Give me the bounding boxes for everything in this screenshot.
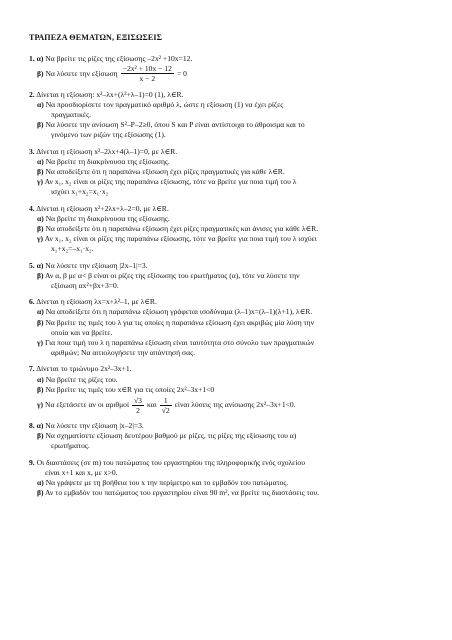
problem-4-part-c	[29, 234, 434, 244]
problem-7-part-a	[29, 375, 434, 385]
part-label: β)	[37, 68, 44, 78]
problem-number: 3.	[29, 146, 35, 156]
problem-number: 1.	[29, 54, 35, 64]
fraction-numerator: √3	[133, 395, 142, 405]
part-label: γ)	[37, 233, 44, 243]
problem-intro: Οι διαστάσεις (σε m) του πατώματος του εργαστηρίου της πληροφορικής ενός σχολείου	[36, 458, 305, 467]
part-label: α)	[36, 260, 44, 270]
fraction-denominator: √2	[161, 405, 170, 415]
part-label: α)	[37, 478, 44, 488]
part-text: Να βρείτε τη διακρίνουσα της εξίσωσης.	[45, 156, 170, 166]
problem-2-part-a	[29, 100, 434, 110]
problem-1-part-a	[29, 54, 434, 64]
problem-3-part-b	[29, 167, 434, 177]
part-label: α)	[37, 99, 44, 109]
problem-4-part-a	[29, 214, 434, 224]
part-text: Να βρείτε τις ρίζες της εξίσωσης –2x² +10x=12.	[45, 54, 193, 64]
part-text: Να βρείτε τις τιμές του λ για τις οποίες η παραπάνω εξίσωση έχει ακριβώς μία λύση την	[45, 317, 315, 327]
problem-9-part-a	[29, 478, 434, 488]
problem-2-part-b	[29, 120, 434, 130]
problem-number: 8.	[29, 421, 35, 431]
problem-4-part-c-cont: x₁+x₂=–x₁·x₂.	[51, 244, 94, 253]
problem-7	[29, 364, 434, 414]
problem-number: 7.	[29, 364, 35, 374]
problem-6-part-b-cont: οποία και να βρείτε.	[51, 327, 113, 337]
part-text: Αν το εμβαδόν του πατώματος του εργαστηρίου είναι 90 m², να βρείτε τις διαστάσεις του.	[45, 488, 320, 498]
part-label: β)	[37, 166, 44, 176]
part-label: β)	[37, 488, 44, 498]
part-text: Να λύσετε την εξίσωση |x–2|=3.	[45, 421, 144, 431]
problem-number: 2.	[29, 89, 35, 99]
fraction-denominator: 2	[136, 405, 140, 415]
problem-number: 9.	[29, 458, 35, 467]
problem-6-part-c	[29, 338, 434, 348]
part-text: Να εξετάσετε αν οι αριθμοί	[45, 400, 129, 410]
fraction-denominator: x − 2	[139, 74, 156, 84]
part-label: β)	[37, 431, 44, 441]
problem-7-part-c	[29, 396, 434, 415]
part-label: γ)	[37, 337, 44, 347]
problem-3-intro	[29, 147, 434, 157]
part-text: Να λύσετε την εξίσωση |2x–1|=3.	[45, 260, 148, 270]
part-label: γ)	[37, 400, 44, 410]
part-label: γ)	[37, 176, 44, 186]
problem-intro: Δίνεται το τριώνυμο 2x²–3x+1.	[36, 364, 132, 374]
problem-9-part-b	[29, 488, 434, 498]
part-label: α)	[37, 307, 44, 317]
problem-intro: Δίνεται η εξίσωση: x²–λx+(λ²+λ–1)=0 (1), λ∈R.	[36, 89, 184, 99]
problem-4-intro	[29, 204, 434, 214]
fraction-numerator: −2x² + 10x − 12	[122, 64, 172, 74]
part-text: Να αποδείξετε ότι η παραπάνω εξίσωση έχει ρίζες πραγματικές για κάθε λ∈R.	[45, 166, 285, 176]
problem-7-part-b	[29, 385, 434, 395]
part-text: Να αποδείξετε ότι η παραπάνω εξίσωση έχει ρίζες πραγματικές και άνισες για κάθε λ∈R.	[45, 223, 319, 233]
part-text: Αν α, β με α< β είναι οι ρίζες της εξίσωσης του ερωτήματος (α), τότε να λύσετε την	[45, 270, 300, 280]
problem-6-part-b	[29, 318, 434, 328]
problem-number: 5.	[29, 260, 35, 270]
part-text: Αν x₁, x₂ είναι οι ρίζες της παραπάνω εξίσωσης, τότε να βρείτε για ποια τιμή του λ ισχύει	[44, 233, 317, 243]
problem-8-part-b-cont: ερωτήματος.	[51, 441, 90, 451]
part-text: Να σχηματίσετε εξίσωση δευτέρου βαθμού με ρίζες, τις ρίζες της εξίσωσης του α)	[45, 431, 297, 441]
problem-5-part-b	[29, 271, 434, 281]
part-text: Να αποδείξετε ότι η παραπάνω εξίσωση γράφεται ισοδύναμα (λ–1)x=(λ–1)(λ+1), λ∈R.	[45, 307, 313, 317]
problem-8-part-a	[29, 421, 434, 431]
problem-3	[29, 147, 434, 197]
problem-2	[29, 90, 434, 140]
part-text: Αν x₁, x₂ είναι οι ρίζες της παραπάνω εξίσωσης, τότε να βρείτε για ποια τιμή του λ	[44, 176, 297, 186]
problem-9-intro-cont: είναι x+1 και x, με x>0.	[45, 468, 118, 478]
fraction-numerator: 1	[163, 395, 168, 405]
part-text-tail: είναι λύσεις της ανίσωσης 2x²–3x+1<0.	[174, 400, 296, 410]
problem-intro: Δίνεται η εξίσωση x²+2λx+λ–2=0, με λ∈R.	[36, 203, 169, 213]
page-title: ΤΡΑΠΕΖΑ ΘΕΜΑΤΩΝ, ΕΞΙΣΩΣΕΙΣ	[29, 33, 163, 42]
part-label: α)	[37, 156, 44, 166]
problem-4-part-b	[29, 224, 434, 234]
part-text: Να βρείτε τη διακρίνουσα της εξίσωσης.	[45, 213, 170, 223]
part-label: α)	[37, 374, 44, 384]
problem-1	[29, 54, 434, 83]
part-text: Να προσδιορίσετε τον πραγματικό αριθμό λ, ώστε η εξίσωση (1) να έχει ρίζες	[45, 99, 284, 109]
part-label: α)	[36, 421, 44, 431]
part-label: β)	[37, 119, 44, 129]
part-label: β)	[37, 384, 44, 394]
problem-5-part-a	[29, 261, 434, 271]
problem-intro: Δίνεται η εξίσωση x²–2λx+4(λ–1)=0, με λ∈R.	[36, 146, 178, 156]
problem-2-intro	[29, 90, 434, 100]
problem-1-part-b	[29, 64, 434, 83]
problem-3-part-c-cont: ισχύει x₁+x₂=x₁·x₂	[51, 187, 109, 197]
part-text: Να βρείτε τις τιμές του x∈R για τις οποίες 2x²–3x+1<0	[45, 384, 215, 394]
problem-6-part-c-cont: αριθμών; Να αιτιολογήσετε την απάντησή σας.	[51, 347, 196, 357]
part-text: Να λύσετε την εξίσωση	[45, 68, 118, 78]
problem-6-intro	[29, 297, 434, 307]
problem-number: 4.	[29, 203, 35, 213]
problem-3-part-c	[29, 177, 434, 187]
problem-4	[29, 204, 434, 254]
part-label: β)	[37, 270, 44, 280]
problem-6	[29, 297, 434, 358]
problem-5	[29, 261, 434, 291]
problem-7-intro	[29, 364, 434, 374]
part-text: Να βρείτε τις ρίζες του.	[45, 374, 118, 384]
problem-2-part-a-cont: πραγματικές.	[51, 109, 92, 119]
problem-intro: Δίνεται η εξίσωση λx=x+λ²–1, με λ∈R.	[36, 297, 157, 307]
problem-5-part-b-cont: εξίσωση αx²+βx+3=0.	[51, 280, 119, 290]
problem-number: 6.	[29, 297, 35, 307]
problem-8	[29, 421, 434, 451]
rational-equation-fraction	[121, 64, 174, 83]
part-text: Για ποια τιμή του λ η παραπάνω εξίσωση είναι ταυτότητα στο σύνολο των πραγματικών	[45, 337, 315, 347]
conjunction-text: και	[146, 400, 157, 410]
problem-9	[29, 458, 434, 498]
part-text: Να λύσετε την ανίσωση S²–P–2≥0, όπου S και P είναι αντίστοιχα το άθροισμα και το	[45, 119, 305, 129]
part-label: α)	[36, 54, 44, 64]
part-label: β)	[37, 223, 44, 233]
problem-3-part-a	[29, 157, 434, 167]
problem-8-part-b	[29, 431, 434, 441]
problem-6-part-a	[29, 307, 434, 317]
fraction-1-over-sqrt2	[160, 396, 172, 415]
equation-rhs: = 0	[176, 68, 187, 78]
fraction-sqrt3-over-2	[132, 396, 144, 415]
problem-9-intro	[29, 458, 434, 468]
part-label: β)	[37, 317, 44, 327]
part-text: Να γράψετε με τη βοήθεια του x την περίμετρο και το εμβαδόν του πατώματος.	[45, 478, 289, 488]
problem-2-part-b-cont: γινόμενο των ριζών της εξίσωσης (1).	[51, 130, 166, 140]
part-label: α)	[37, 213, 44, 223]
